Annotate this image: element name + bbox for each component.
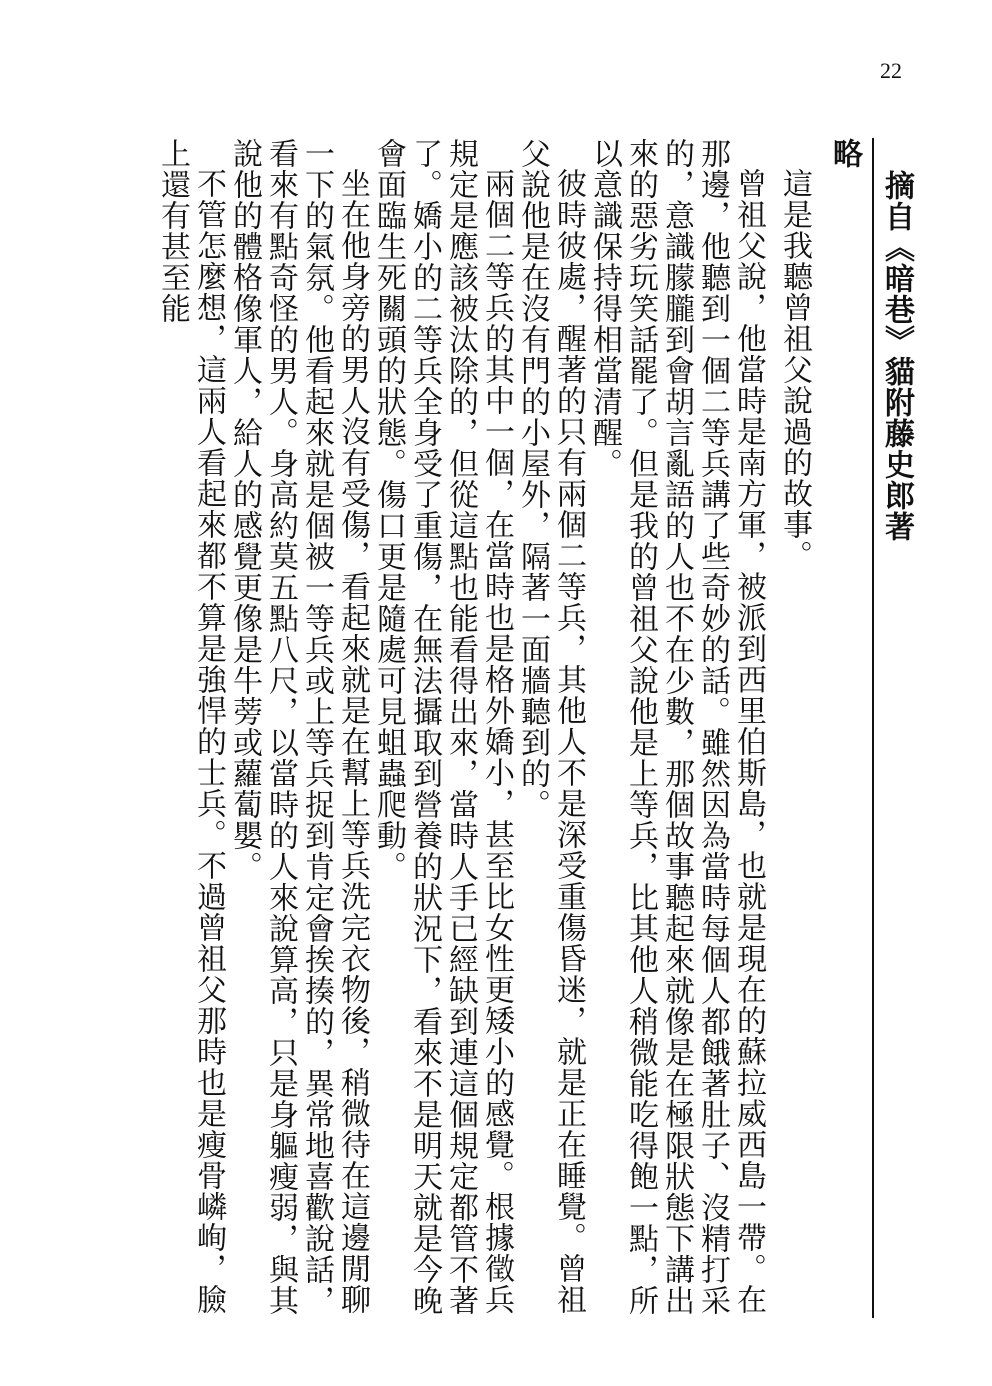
paragraph: 這是我聽曾祖父說過的故事。 <box>777 168 812 571</box>
paragraph: 曾祖父說，他當時是南方軍，被派到西里伯斯島，也就是現在的蘇拉威西島一帶。在那邊，他聽到一個二等兵講了些奇妙的話。雖然因為當時每個人都餓著肚子、沒精打采的，意識朦朧到會胡言亂語的人也不在少數，那個故事聽起來就像是在極限狀態下講出來的惡劣玩笑話罷了。但是我的曾祖父說他是上等兵，比其他人稍微能吃得飽一點，所以意識保持得相當清醒。 <box>587 138 766 1316</box>
vertical-text-body <box>64 138 914 1318</box>
section-title: 略 <box>827 138 862 169</box>
paragraph: 不管怎麼想，這兩人看起來都不算是強悍的士兵。不過曾祖父那時也是瘦骨嶙峋，臉上還有甚至能 <box>155 138 226 1315</box>
page-number: 22 <box>880 58 902 83</box>
paragraph: 兩個二等兵的其中一個，在當時也是格外嬌小，甚至比女性更矮小的感覺。根據徵兵規定是應該被汰除的，但從這點也能看得出來，當時人手已經缺到連這個規定都管不著了。嬌小的二等兵全身受了重傷，在無法攝取到營養的狀況下，看來不是明天就是今晚會面臨生死關頭的狀態。傷口更是隨處可見蛆蟲爬動。 <box>371 138 514 1316</box>
paragraph: 彼時彼處，醒著的只有兩個二等兵，其他人不是深受重傷昏迷，就是正在睡覺。曾祖父說他是在沒有門的小屋外，隔著一面牆聽到的。 <box>515 138 586 1315</box>
paragraph: 坐在他身旁的男人沒有受傷，看起來就是在幫上等兵洗完衣物後，稍微待在這邊閒聊一下的氣氛。他看起來就是個被一等兵或上等兵捉到肯定會挨揍的，異常地喜歡說話，看來有點奇怪的男人。身高約莫五點八尺，以當時的人來說算高，只是身軀瘦弱，與其說他的體格像軍人，給人的感覺更像是牛蒡或蘿蔔嬰。 <box>227 138 370 1316</box>
excerpt-title: 摘自《暗巷》貓附藤史郎著 <box>879 170 914 542</box>
excerpt-title-box <box>872 138 914 1318</box>
